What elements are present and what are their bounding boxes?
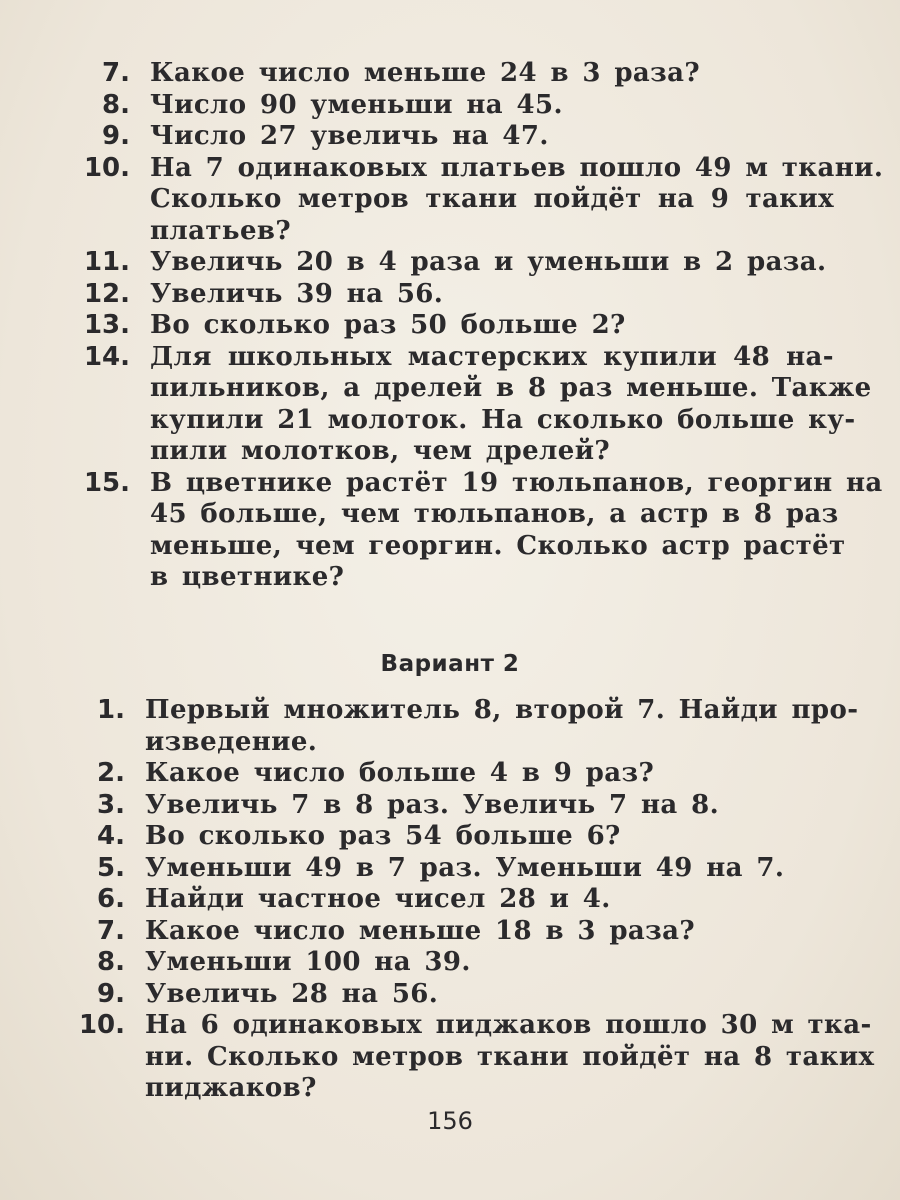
problem-line: Уменьши 49 в 7 раз. Уменьши 49 на 7. [145,852,785,883]
problem-text [150,279,834,311]
page-number: 156 [427,1107,473,1135]
problem-item [0,342,900,468]
problem-line: В цветнике растёт 19 тюльпанов, георгин на [150,467,883,498]
problem-line: ни. Сколько метров ткани пойдёт на 8 таких [145,1041,875,1072]
problem-text [145,884,835,916]
problem-item [0,1010,900,1105]
problem-line: купили 21 молоток. На сколько больше ку- [150,404,856,435]
problem-item [0,853,900,885]
problem-text [150,467,883,594]
problem-line: Увеличь 20 в 4 раза и уменьши в 2 раза. [150,247,827,277]
problem-item [0,790,900,822]
problem-line: Увеличь 28 на 56. [145,978,439,1009]
problem-line: Увеличь 39 на 56. [150,278,444,309]
problem-number: 4. [97,821,125,851]
problem-text [150,90,834,122]
problem-text [150,310,834,342]
problem-number: 9. [97,978,125,1009]
problem-line: меньше, чем георгин. Сколько астр растёт [150,530,846,561]
problem-number: 10. [78,1010,125,1040]
problem-item [0,758,900,790]
problem-line: На 7 одинаковых платьев пошло 49 м ткани. [150,152,884,183]
problem-line: Уменьши 100 на 39. [145,947,471,977]
problem-line: Какое число больше 4 в 9 раз? [145,758,655,788]
problem-number: 9. [102,121,130,151]
problem-line: 45 больше, чем тюльпанов, а астр в 8 раз [150,499,839,529]
problem-number: 7. [102,58,130,88]
problem-number: 15. [83,467,130,498]
problem-text [150,121,834,153]
problem-item [0,90,900,122]
problem-number: 11. [83,247,130,277]
variant-heading: Вариант 2 [380,651,520,677]
problem-text [150,58,834,90]
problem-number: 8. [102,89,130,120]
problem-text [150,341,872,468]
problem-item [0,821,900,853]
problem-list-variant-1 [0,58,900,594]
problem-line: Число 90 уменьши на 45. [150,89,563,120]
problem-line: пиджаков? [145,1073,317,1103]
problem-text [145,758,835,790]
problem-line: Какое число меньше 18 в 3 раза? [145,915,696,946]
problem-line: Сколько метров ткани пойдёт на 9 таких [150,184,834,214]
problem-text [145,821,835,853]
problem-text [145,916,835,948]
problem-number: 8. [97,947,125,977]
problem-text [150,247,834,279]
problem-item [0,884,900,916]
problem-line: пильников, а дрелей в 8 раз меньше. Также [150,373,872,403]
problem-text [145,947,835,979]
problem-item [0,947,900,979]
problem-number: 6. [97,884,125,914]
problem-number: 12. [83,278,130,309]
problem-item [0,58,900,90]
problem-item [0,695,900,758]
problem-item [0,121,900,153]
problem-number: 1. [97,695,125,725]
problem-item [0,310,900,342]
problem-line: На 6 одинаковых пиджаков пошло 30 м тка- [145,1010,872,1040]
problem-line: Во сколько раз 50 больше 2? [150,310,626,340]
problem-line: Во сколько раз 54 больше 6? [145,821,621,851]
problem-text [145,1010,875,1105]
problem-line: в цветнике? [150,562,345,592]
problem-number: 7. [97,915,125,946]
problem-item [0,468,900,594]
problem-number: 13. [83,310,130,340]
problem-line: Первый множитель 8, второй 7. Найди про- [145,695,859,725]
problem-text [150,152,884,248]
problem-line: изведение. [145,726,318,757]
problem-text [145,853,835,885]
problem-list-variant-2 [0,695,900,1105]
problem-number: 5. [97,852,125,883]
problem-item [0,916,900,948]
problem-number: 2. [97,758,125,788]
problem-item [0,979,900,1011]
problem-line: Для школьных мастерских купили 48 на- [150,341,834,372]
problem-number: 14. [83,341,130,372]
problem-line: Число 27 увеличь на 47. [150,121,549,151]
problem-text [145,979,835,1011]
problem-item [0,247,900,279]
problem-number: 3. [97,789,125,820]
problem-text [145,695,859,758]
problem-item [0,279,900,311]
problem-line: Какое число меньше 24 в 3 раза? [150,58,701,88]
problem-line: пили молотков, чем дрелей? [150,436,611,466]
problem-line: Найди частное чисел 28 и 4. [145,884,611,914]
problem-item [0,153,900,248]
problem-line: платьев? [150,215,292,246]
problem-number: 10. [83,152,130,183]
problem-line: Увеличь 7 в 8 раз. Увеличь 7 на 8. [145,789,720,820]
problem-text [145,790,835,822]
